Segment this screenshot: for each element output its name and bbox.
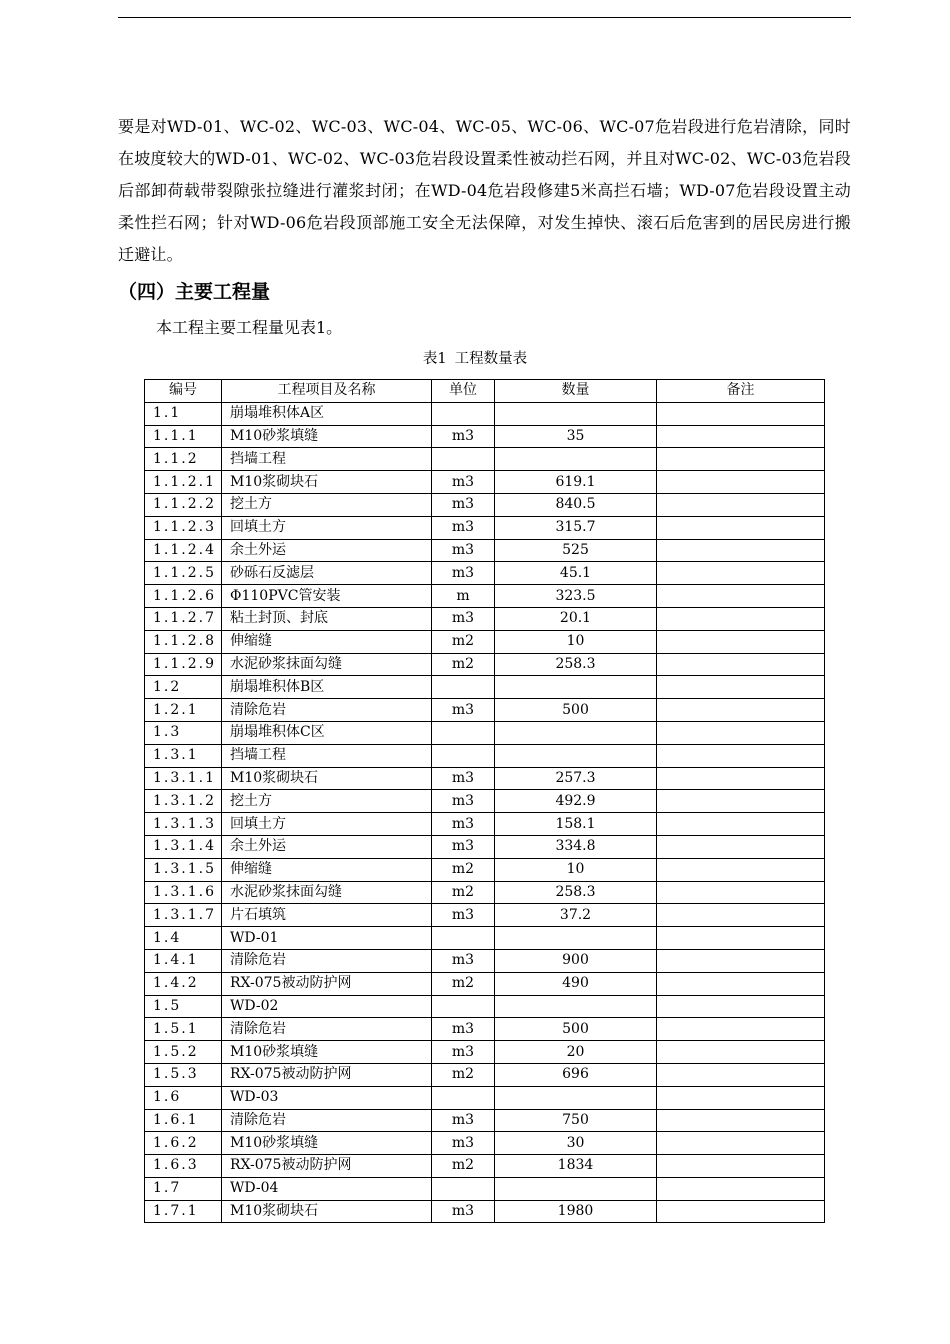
cell-remarks [657,1200,825,1223]
cell-unit: m3 [432,949,495,972]
quantity-table [144,379,825,1223]
header-remarks: 备注 [657,380,825,403]
cell-unit: m2 [432,1155,495,1178]
cell-item-name: 挖土方 [222,493,432,516]
table-row [145,1200,825,1223]
cell-item-name: 清除危岩 [222,1109,432,1132]
cell-code: 1.1.2.2 [145,493,222,516]
header-item-name: 工程项目及名称 [222,380,432,403]
cell-quantity: 10 [495,630,657,653]
cell-code: 1.1.2.4 [145,539,222,562]
table-row [145,539,825,562]
cell-item-name: M10浆砌块石 [222,1200,432,1223]
cell-item-name: 粘土封顶、封底 [222,607,432,630]
cell-quantity: 492.9 [495,790,657,813]
cell-item-name: M10砂浆填缝 [222,1132,432,1155]
cell-code: 1.5.3 [145,1063,222,1086]
table-row [145,767,825,790]
cell-remarks [657,630,825,653]
cell-item-name: 挡墙工程 [222,744,432,767]
cell-remarks [657,881,825,904]
cell-quantity: 696 [495,1063,657,1086]
cell-code: 1.4 [145,927,222,950]
cell-unit [432,448,495,471]
cell-item-name: Φ110PVC管安装 [222,585,432,608]
table-row [145,949,825,972]
cell-item-name: WD-02 [222,995,432,1018]
cell-item-name: 清除危岩 [222,1018,432,1041]
cell-quantity: 20.1 [495,607,657,630]
cell-quantity: 490 [495,972,657,995]
cell-code: 1.1.2.7 [145,607,222,630]
cell-remarks [657,653,825,676]
cell-item-name: 伸缩缝 [222,858,432,881]
cell-quantity: 35 [495,425,657,448]
table-row [145,1063,825,1086]
cell-code: 1.1.2.3 [145,516,222,539]
cell-quantity: 334.8 [495,835,657,858]
cell-item-name: WD-01 [222,927,432,950]
cell-item-name: 挡墙工程 [222,448,432,471]
cell-quantity: 45.1 [495,562,657,585]
table-row [145,1041,825,1064]
cell-remarks [657,607,825,630]
cell-code: 1.3.1.7 [145,904,222,927]
cell-quantity: 257.3 [495,767,657,790]
table-row [145,1109,825,1132]
table-row [145,927,825,950]
cell-code: 1.1.2.8 [145,630,222,653]
cell-quantity [495,927,657,950]
header-quantity: 数量 [495,380,657,403]
cell-item-name: 余土外运 [222,835,432,858]
cell-unit: m3 [432,904,495,927]
cell-quantity: 525 [495,539,657,562]
cell-code: 1.4.2 [145,972,222,995]
table-row [145,881,825,904]
cell-unit: m3 [432,607,495,630]
cell-item-name: M10浆砌块石 [222,767,432,790]
cell-unit [432,721,495,744]
cell-item-name: 伸缩缝 [222,630,432,653]
table-row [145,402,825,425]
cell-remarks [657,448,825,471]
cell-code: 1.1.2.5 [145,562,222,585]
table-row [145,585,825,608]
cell-quantity: 1980 [495,1200,657,1223]
cell-unit: m3 [432,1200,495,1223]
cell-code: 1.1.2.1 [145,471,222,494]
cell-unit [432,1177,495,1200]
cell-remarks [657,516,825,539]
table-row [145,1132,825,1155]
cell-remarks [657,1063,825,1086]
cell-remarks [657,835,825,858]
cell-quantity: 619.1 [495,471,657,494]
cell-quantity: 258.3 [495,653,657,676]
cell-quantity: 315.7 [495,516,657,539]
table-row [145,835,825,858]
cell-remarks [657,676,825,699]
header-rule [118,17,851,18]
cell-unit: m2 [432,881,495,904]
table-row [145,425,825,448]
cell-remarks [657,402,825,425]
cell-remarks [657,1177,825,1200]
cell-code: 1.3.1.3 [145,813,222,836]
table-row [145,1177,825,1200]
cell-code: 1.7 [145,1177,222,1200]
cell-quantity: 323.5 [495,585,657,608]
cell-remarks [657,1018,825,1041]
cell-code: 1.6.1 [145,1109,222,1132]
table-row [145,676,825,699]
cell-code: 1.3.1.4 [145,835,222,858]
cell-item-name: 清除危岩 [222,949,432,972]
cell-unit: m3 [432,767,495,790]
table-row [145,721,825,744]
cell-code: 1.6.2 [145,1132,222,1155]
cell-quantity [495,402,657,425]
cell-unit: m3 [432,790,495,813]
cell-code: 1.3.1.2 [145,790,222,813]
table-row [145,1155,825,1178]
cell-item-name: 水泥砂浆抹面勾缝 [222,881,432,904]
cell-item-name: 片石填筑 [222,904,432,927]
cell-remarks [657,927,825,950]
cell-item-name: RX-075被动防护网 [222,972,432,995]
cell-remarks [657,904,825,927]
cell-quantity: 37.2 [495,904,657,927]
cell-unit [432,676,495,699]
cell-code: 1.5.2 [145,1041,222,1064]
cell-item-name: 回填土方 [222,813,432,836]
cell-code: 1.1.2.9 [145,653,222,676]
cell-item-name: 清除危岩 [222,699,432,722]
cell-quantity [495,1086,657,1109]
cell-code: 1.5.1 [145,1018,222,1041]
cell-item-name: 崩塌堆积体A区 [222,402,432,425]
cell-code: 1.6.3 [145,1155,222,1178]
cell-code: 1.3.1.6 [145,881,222,904]
table-caption-title: 工程数量表 [454,351,528,367]
cell-unit: m3 [432,493,495,516]
cell-remarks [657,1109,825,1132]
table-row [145,1018,825,1041]
cell-quantity: 10 [495,858,657,881]
cell-remarks [657,767,825,790]
cell-code: 1.3 [145,721,222,744]
table-row [145,562,825,585]
table-caption [0,344,950,374]
cell-quantity: 158.1 [495,813,657,836]
table-row [145,653,825,676]
cell-remarks [657,1086,825,1109]
intro-text: 本工程主要工程量见表1。 [156,318,343,337]
cell-unit: m3 [432,562,495,585]
cell-remarks [657,949,825,972]
cell-code: 1.7.1 [145,1200,222,1223]
cell-unit: m3 [432,699,495,722]
table-caption-number: 表1 [422,351,447,367]
cell-remarks [657,493,825,516]
cell-remarks [657,425,825,448]
table-row [145,904,825,927]
cell-item-name: 余土外运 [222,539,432,562]
cell-code: 1.1 [145,402,222,425]
cell-unit: m3 [432,1132,495,1155]
cell-remarks [657,539,825,562]
cell-item-name: RX-075被动防护网 [222,1063,432,1086]
cell-quantity: 500 [495,1018,657,1041]
cell-remarks [657,1155,825,1178]
table-row [145,607,825,630]
table-row [145,1086,825,1109]
cell-item-name: 挖土方 [222,790,432,813]
cell-code: 1.2.1 [145,699,222,722]
cell-unit: m3 [432,539,495,562]
cell-remarks [657,813,825,836]
cell-unit: m2 [432,1063,495,1086]
table-row [145,630,825,653]
cell-quantity [495,448,657,471]
cell-unit: m [432,585,495,608]
cell-remarks [657,721,825,744]
cell-remarks [657,790,825,813]
cell-code: 1.6 [145,1086,222,1109]
table-row [145,744,825,767]
cell-code: 1.2 [145,676,222,699]
section-heading: （四）主要工程量 [118,281,271,303]
cell-unit: m3 [432,835,495,858]
header-code: 编号 [145,380,222,403]
cell-unit [432,927,495,950]
cell-unit [432,744,495,767]
cell-remarks [657,744,825,767]
cell-code: 1.3.1.1 [145,767,222,790]
cell-quantity: 500 [495,699,657,722]
cell-item-name: 回填土方 [222,516,432,539]
cell-remarks [657,995,825,1018]
cell-unit: m3 [432,1109,495,1132]
cell-item-name: RX-075被动防护网 [222,1155,432,1178]
cell-unit: m3 [432,471,495,494]
cell-quantity: 1834 [495,1155,657,1178]
cell-code: 1.1.2.6 [145,585,222,608]
table-row [145,493,825,516]
table-row [145,972,825,995]
cell-quantity [495,721,657,744]
cell-unit [432,995,495,1018]
cell-unit: m3 [432,1018,495,1041]
cell-unit: m2 [432,653,495,676]
cell-item-name: WD-04 [222,1177,432,1200]
cell-item-name: 水泥砂浆抹面勾缝 [222,653,432,676]
table-row [145,471,825,494]
table-row [145,790,825,813]
cell-unit: m3 [432,1041,495,1064]
cell-quantity: 750 [495,1109,657,1132]
cell-quantity [495,995,657,1018]
cell-unit: m2 [432,972,495,995]
cell-code: 1.1.2 [145,448,222,471]
cell-quantity [495,1177,657,1200]
cell-quantity: 20 [495,1041,657,1064]
table-row [145,995,825,1018]
cell-remarks [657,471,825,494]
cell-item-name: WD-03 [222,1086,432,1109]
cell-quantity: 900 [495,949,657,972]
cell-remarks [657,562,825,585]
cell-code: 1.1.1 [145,425,222,448]
cell-unit: m3 [432,516,495,539]
cell-code: 1.5 [145,995,222,1018]
cell-remarks [657,972,825,995]
table-row [145,858,825,881]
table-header-row [145,380,825,403]
cell-code: 1.4.1 [145,949,222,972]
cell-quantity: 30 [495,1132,657,1155]
cell-unit: m3 [432,425,495,448]
cell-remarks [657,858,825,881]
cell-quantity: 840.5 [495,493,657,516]
cell-item-name: 崩塌堆积体B区 [222,676,432,699]
cell-unit: m3 [432,813,495,836]
cell-unit [432,1086,495,1109]
cell-remarks [657,699,825,722]
header-unit: 单位 [432,380,495,403]
table-row [145,813,825,836]
cell-remarks [657,1041,825,1064]
table-row [145,448,825,471]
table-row [145,699,825,722]
cell-item-name: 崩塌堆积体C区 [222,721,432,744]
cell-remarks [657,585,825,608]
cell-unit: m2 [432,858,495,881]
body-paragraph: 要是对WD-01、WC-02、WC-03、WC-04、WC-05、WC-06、WC-07危岩段进行危岩清除，同时在坡度较大的WD-01、WC-02、WC-03危岩段设置柔性被动拦石网，并且对WC-02、WC-03危岩段后部卸荷载带裂隙张拉缝进行灌浆封闭；在WD-04危岩段修建5米高拦石墙；WD-07危岩段设置主动柔性拦石网；针对WD-06危岩段顶部施工安全无法保障，对发生掉快、滚石后危害到的居民房进行搬迁避让。 [118,117,851,264]
cell-unit: m2 [432,630,495,653]
cell-code: 1.3.1 [145,744,222,767]
cell-item-name: 砂砾石反滤层 [222,562,432,585]
cell-remarks [657,1132,825,1155]
cell-item-name: M10砂浆填缝 [222,1041,432,1064]
table-row [145,516,825,539]
cell-unit [432,402,495,425]
cell-item-name: M10浆砌块石 [222,471,432,494]
cell-item-name: M10砂浆填缝 [222,425,432,448]
cell-quantity [495,744,657,767]
cell-quantity [495,676,657,699]
cell-code: 1.3.1.5 [145,858,222,881]
cell-quantity: 258.3 [495,881,657,904]
